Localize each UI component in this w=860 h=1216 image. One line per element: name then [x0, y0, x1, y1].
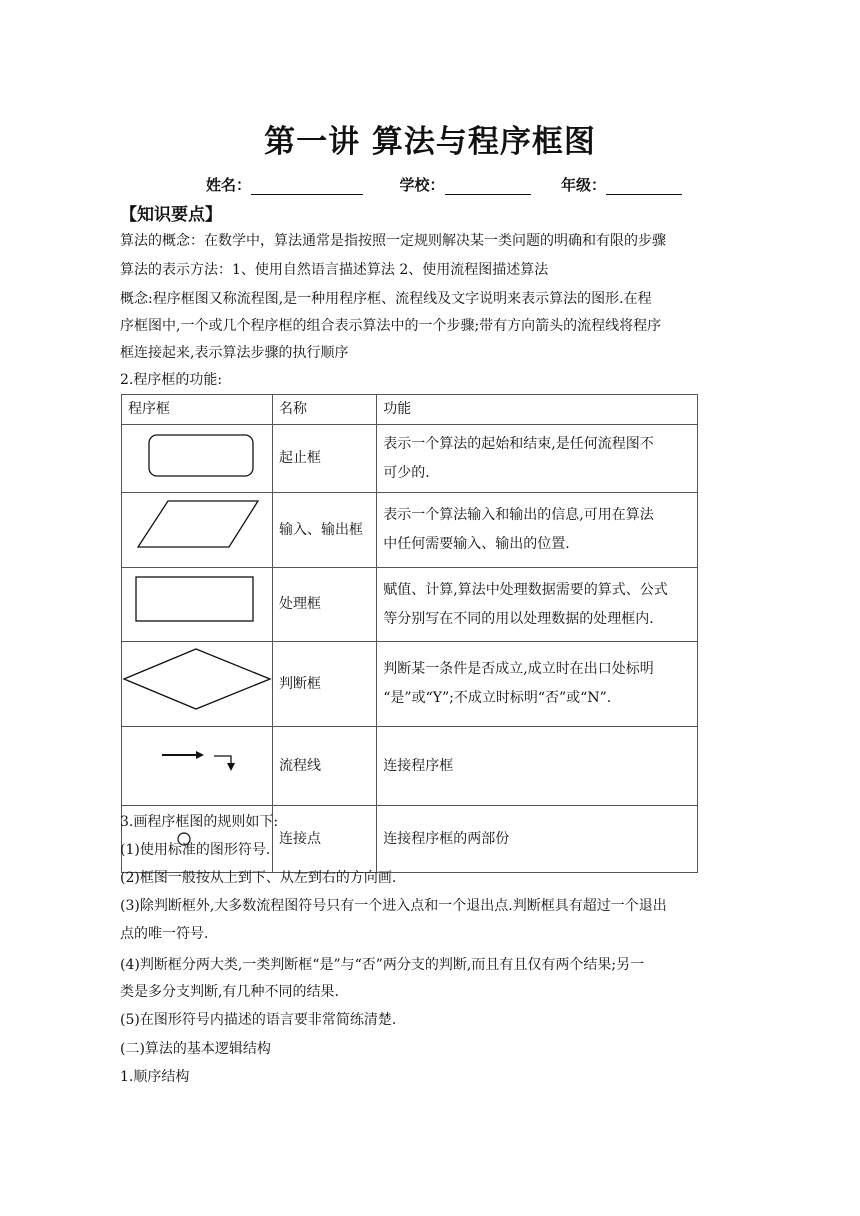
rules-line: (5)在图形符号内描述的语言要非常简练清楚.: [120, 1012, 397, 1028]
shape-cell: [122, 425, 273, 493]
desc-line: “是”或“Y”;不成立时标明“否”或“N”.: [383, 690, 612, 706]
shape-name: 判断框: [273, 642, 377, 727]
shape-cell: [122, 493, 273, 568]
intro-line: 2.程序框的功能:: [120, 372, 223, 388]
table-header: 功能: [377, 395, 698, 425]
rules-line: 3.画程序框图的规则如下:: [120, 814, 279, 830]
shape-desc: [377, 727, 698, 806]
desc-line: 表示一个算法输入和输出的信息,可用在算法: [383, 507, 654, 523]
table-header-row: [122, 395, 698, 425]
desc-line: 可少的.: [383, 464, 430, 481]
table-row: [122, 727, 698, 806]
rules-line: (1)使用标准的图形符号.: [120, 842, 271, 858]
shape-name: 连接点: [273, 806, 377, 873]
decision-box-shape: [122, 642, 272, 715]
desc-line: 连接程序框的两部份: [383, 830, 510, 847]
rules-line: (4)判断框分两大类,一类判断框“是”与“否”两分支的判断,而且有且仅有两个结果;另一: [120, 957, 645, 973]
shape-desc: [377, 493, 698, 568]
rules-line: 1.顺序结构: [120, 1069, 190, 1085]
desc-line: 表示一个算法的起始和结束,是任何流程图不: [383, 435, 654, 452]
grade-label: 年级：: [560, 176, 606, 194]
intro-line: 概念:程序框图又称流程图,是一种用程序框、流程线及文字说明来表示算法的图形.在程: [120, 291, 652, 307]
shape-name: 输入、输出框: [273, 493, 377, 568]
table-row: [122, 642, 698, 727]
student-info: [206, 174, 682, 195]
terminal-box-shape: [122, 425, 272, 481]
desc-line: 赋值、计算,算法中处理数据需要的算式、公式: [383, 581, 668, 598]
shape-desc: [377, 425, 698, 493]
shape-desc: [377, 568, 698, 642]
desc-line: 判断某一条件是否成立,成立时在出口处标明: [383, 661, 654, 677]
school-label: 学校：: [399, 176, 445, 194]
table-row: [122, 568, 698, 642]
program-box-table: [121, 394, 698, 873]
intro-line: 序框图中,一个或几个程序框的组合表示算法中的一个步骤;带有方向箭头的流程线将程序: [120, 318, 662, 334]
rules-line: (3)除判断框外,大多数流程图符号只有一个进入点和一个退出点.判断框具有超过一个退出: [120, 898, 667, 914]
desc-line: 中任何需要输入、输出的位置.: [383, 536, 570, 552]
table-header: 程序框: [122, 395, 273, 425]
intro-line: 算法的表示方法：1、使用自然语言描述算法 2、使用流程图描述算法: [120, 262, 549, 278]
process-box-shape: [122, 568, 272, 630]
desc-line: 等分别写在不同的用以处理数据的处理框内.: [383, 610, 654, 627]
shape-name: 处理框: [273, 568, 377, 642]
rules-line: (2)框图一般按从上到下、从左到右的方向画.: [120, 870, 397, 886]
name-blank: [251, 178, 363, 195]
shape-name: 流程线: [273, 727, 377, 806]
rules-line: (二)算法的基本逻辑结构: [120, 1041, 271, 1057]
school-blank: [445, 178, 531, 195]
table-header: 名称: [273, 395, 377, 425]
page-title: 第一讲 算法与程序框图: [264, 124, 596, 160]
name-label: 姓名：: [206, 176, 252, 194]
shape-cell: [122, 727, 273, 806]
shape-cell: [122, 642, 273, 727]
shape-cell: [122, 568, 273, 642]
intro-line: 框连接起来,表示算法步骤的执行顺序: [120, 345, 349, 361]
table-row: [122, 425, 698, 493]
rules-line: 点的唯一符号.: [120, 926, 209, 942]
section-title: 【知识要点】: [120, 205, 222, 225]
desc-line: 连接程序框: [383, 757, 454, 774]
intro-line: 算法的概念：在数学中，算法通常是指按照一定规则解决某一类问题的明确和有限的步骤: [120, 233, 666, 249]
shape-name: 起止框: [273, 425, 377, 493]
table-row: [122, 493, 698, 568]
grade-blank: [606, 178, 682, 195]
flow-line-shape: [122, 727, 272, 794]
io-box-shape: [122, 493, 272, 556]
rules-line: 类是多分支判断,有几种不同的结果.: [120, 984, 339, 1000]
shape-desc: [377, 806, 698, 873]
shape-desc: [377, 642, 698, 727]
